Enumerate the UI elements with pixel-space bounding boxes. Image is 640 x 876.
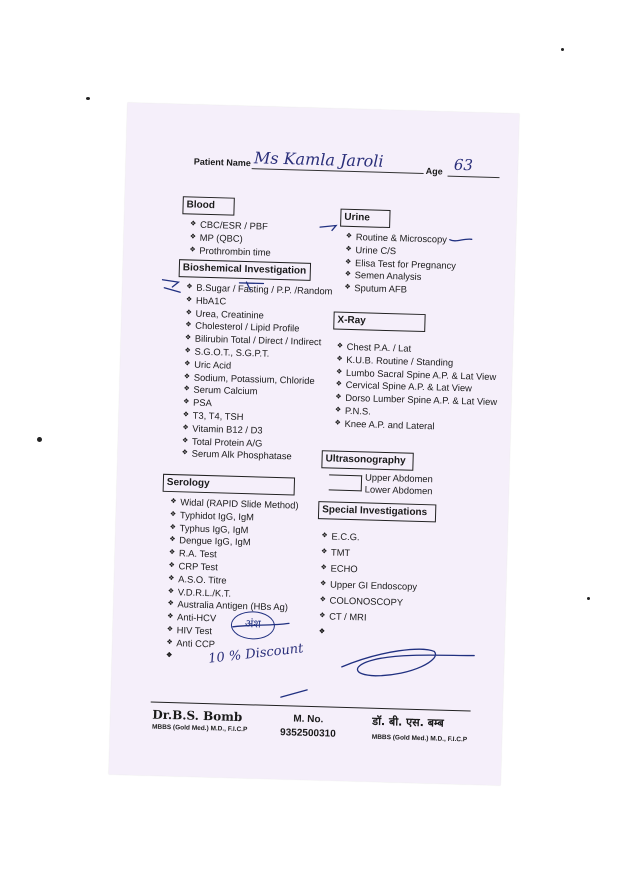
list-item: ❖ CRP Test	[168, 560, 297, 576]
list-item: ❖ Bilirubin Total / Direct / Indirect	[185, 333, 331, 350]
scan-speck	[37, 437, 42, 442]
underline-mark	[233, 622, 289, 629]
scan-speck	[561, 48, 564, 51]
pen-marks	[109, 103, 520, 786]
list-item: ❖ Chest P.A. / Lat	[337, 341, 499, 358]
discount-handwritten-note: 10 % Discount	[207, 641, 305, 667]
list-item: ❖ A.S.O. Titre	[168, 573, 297, 589]
list-item: ❖ Prothrombin time	[189, 244, 271, 259]
list-item: ❖ CT / MRI	[319, 608, 416, 627]
list-item: ❖ Australia Antigen (HBs Ag)	[167, 598, 296, 614]
circled-handwritten-note: अंश	[231, 611, 276, 640]
patient-name-handwritten: Ms Kamla Jaroli	[253, 148, 384, 171]
list-item: ❖ E.C.G.	[321, 528, 418, 547]
doctor-qualifications-left: MBBS (Gold Med.) M.D., F.I.C.P	[151, 723, 248, 734]
doctor-name-english: Dr.B.S. Bomb	[152, 707, 243, 725]
section-title-biochemical: Bioshemical Investigation	[179, 259, 311, 281]
doctor-qualifications-right: MBBS (Gold Med.) M.D., F.I.C.P	[371, 733, 468, 744]
list-item: ❖ Cholesterol / Lipid Profile	[185, 320, 331, 337]
list-item: ❖ Elisa Test for Pregnancy	[345, 256, 456, 272]
list-item: ❖ Total Protein A/G	[182, 435, 328, 452]
tick-mark	[320, 225, 336, 230]
list-item: ❖ Routine & Microscopy	[346, 231, 457, 247]
list-item: ❖ K.U.B. Routine / Standing	[336, 353, 498, 370]
list-item: ❖ HbA1C	[186, 294, 332, 311]
list-item: ❖ V.D.R.L./K.T.	[168, 586, 297, 602]
list-item: ❖ Anti-HCV	[167, 611, 296, 627]
list-item: ❖ Lumbo Sacral Spine A.P. & Lat View	[336, 366, 498, 383]
section-title-serology: Serology	[163, 474, 295, 496]
list-item: ❖ Urine C/S	[345, 244, 456, 260]
mobile-number: 9352500310	[279, 727, 336, 740]
section-title-blood: Blood	[182, 196, 234, 215]
usg-upper-abdomen: Upper Abdomen	[364, 471, 433, 485]
age-handwritten: 63	[453, 155, 474, 175]
section-title-urine: Urine	[340, 209, 390, 228]
section-title-xray: X-Ray	[333, 311, 425, 332]
tick-mark	[164, 288, 180, 292]
patient-label: Patient Name	[193, 156, 251, 169]
usg-lower-abdomen: Lower Abdomen	[364, 483, 433, 497]
list-item: ❖ Knee A.P. and Lateral	[334, 417, 496, 434]
list-item: ❖ Serum Calcium	[183, 384, 329, 401]
scan-speck	[86, 97, 90, 100]
list-item: ❖ Urea, Creatinine	[185, 307, 331, 324]
list-item: ❖ Anti CCP	[166, 637, 295, 653]
doctor-name-hindi: डॉ. बी. एस. बम्ब	[372, 714, 444, 730]
list-item: ❖ COLONOSCOPY	[319, 592, 416, 611]
list-item: ❖ Widal (RAPID Slide Method)	[170, 496, 299, 512]
list-item: ❖ R.A. Test	[169, 547, 298, 563]
scan-speck	[587, 597, 590, 600]
section-title-special: Special Investigations	[318, 501, 436, 522]
list-item: ❖ Upper GI Endoscopy	[320, 576, 417, 595]
list-item: ❖ Sodium, Potassium, Chloride	[184, 371, 330, 388]
signature-mark	[342, 647, 475, 679]
list-item: ❖ Serum Alk Phosphatase	[181, 448, 327, 465]
list-item: ❖ PSA	[183, 397, 329, 414]
list-item: ❖ T3, T4, TSH	[183, 409, 329, 426]
signature-dash	[281, 689, 307, 698]
list-item: ❖ Typhidot IgG, IgM	[170, 509, 299, 525]
strike-mark	[239, 283, 263, 284]
list-item: ❖ Dengue IgG, IgM	[169, 534, 298, 550]
list-item: ❖ S.G.O.T., S.G.P.T.	[184, 345, 330, 362]
mobile-label: M. No.	[293, 713, 324, 726]
tick-mark	[162, 280, 178, 287]
list-item: ❖ Vitamin B12 / D3	[182, 422, 328, 439]
list-item: ❖ Sputum AFB	[344, 282, 455, 298]
age-label: Age	[425, 166, 443, 177]
list-item: ❖ P.N.S.	[335, 405, 497, 422]
section-title-ultrasonography: Ultrasonography	[321, 450, 413, 471]
list-item: ❖ Cervical Spine A.P. & Lat View	[335, 379, 497, 396]
prescription-sheet	[109, 103, 520, 786]
list-item: ❖ ECHO	[320, 560, 417, 579]
tick-mark	[450, 239, 472, 242]
list-item: ❖ Dorso Lumber Spine A.P. & Lat View	[335, 392, 497, 409]
list-item: ❖ B.Sugar / Fasting / P.P. /Random	[186, 281, 332, 298]
list-item: ❖ Uric Acid	[184, 358, 330, 375]
list-item: ❖ MP (QBC)	[190, 231, 272, 246]
list-item: ❖ CBC/ESR / PBF	[190, 218, 272, 233]
list-item: ❖ TMT	[321, 544, 418, 563]
list-item: ❖ Typhus IgG, IgM	[169, 522, 298, 538]
list-item: ❖ HIV Test	[167, 624, 296, 640]
list-item: ❖ Semen Analysis	[345, 269, 456, 285]
